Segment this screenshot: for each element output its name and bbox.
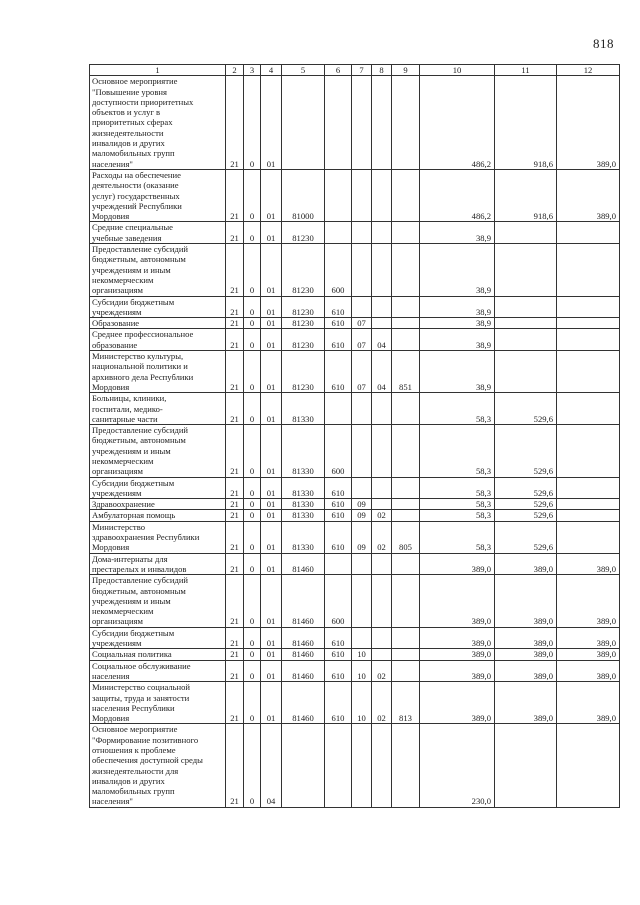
- code-col-7: [352, 296, 372, 318]
- amount-col-10: 38,9: [420, 329, 495, 351]
- table-header: [90, 65, 620, 76]
- amount-col-11: [495, 724, 557, 807]
- code-col-2: 21: [226, 425, 244, 477]
- amount-col-12: 389,0: [557, 76, 620, 170]
- table-row: [90, 425, 620, 477]
- code-col-9: [392, 318, 420, 329]
- amount-col-12: [557, 521, 620, 553]
- code-col-4: 04: [261, 724, 282, 807]
- table-row: [90, 660, 620, 682]
- code-col-6: [325, 393, 352, 425]
- code-col-7: 10: [352, 682, 372, 724]
- code-col-2: 21: [226, 318, 244, 329]
- amount-col-11: 529,6: [495, 510, 557, 521]
- code-col-9: 851: [392, 351, 420, 393]
- table-row: [90, 521, 620, 553]
- amount-col-10: 58,3: [420, 521, 495, 553]
- code-col-4: 01: [261, 553, 282, 575]
- code-col-8: [372, 393, 392, 425]
- code-col-8: [372, 575, 392, 627]
- code-col-9: [392, 627, 420, 649]
- code-col-3: 0: [244, 318, 261, 329]
- row-name: Амбулаторная помощь: [90, 510, 226, 521]
- code-col-7: [352, 477, 372, 499]
- amount-col-10: 389,0: [420, 575, 495, 627]
- amount-col-11: 389,0: [495, 553, 557, 575]
- table-row: [90, 296, 620, 318]
- code-col-5: 81460: [282, 627, 325, 649]
- code-col-9: [392, 393, 420, 425]
- amount-col-10: 486,2: [420, 169, 495, 221]
- code-col-9: [392, 660, 420, 682]
- code-col-7: [352, 169, 372, 221]
- amount-col-12: 389,0: [557, 660, 620, 682]
- header-col-8: 8: [372, 65, 392, 76]
- code-col-7: 09: [352, 521, 372, 553]
- code-col-8: [372, 425, 392, 477]
- code-col-8: 04: [372, 351, 392, 393]
- amount-col-12: 389,0: [557, 627, 620, 649]
- row-name: Основное мероприятие "Повышение уровня доступности приоритетных объектов и услуг в приоритетных сферах жизнедеятельности инвалидов и других маломобильных групп населения": [90, 76, 226, 170]
- code-col-7: [352, 393, 372, 425]
- code-col-9: [392, 76, 420, 170]
- row-name: Социальное обслуживание населения: [90, 660, 226, 682]
- code-col-5: [282, 76, 325, 170]
- code-col-8: [372, 296, 392, 318]
- code-col-2: 21: [226, 660, 244, 682]
- amount-col-10: 38,9: [420, 222, 495, 244]
- code-col-4: 01: [261, 351, 282, 393]
- code-col-4: 01: [261, 575, 282, 627]
- row-name: Дома-интернаты для престарелых и инвалидов: [90, 553, 226, 575]
- row-name: Министерство социальной защиты, труда и занятости населения Республики Мордовия: [90, 682, 226, 724]
- code-col-2: 21: [226, 477, 244, 499]
- amount-col-10: 38,9: [420, 244, 495, 296]
- amount-col-12: 389,0: [557, 553, 620, 575]
- row-name: Средние специальные учебные заведения: [90, 222, 226, 244]
- code-col-8: [372, 724, 392, 807]
- table-row: [90, 222, 620, 244]
- code-col-6: 610: [325, 682, 352, 724]
- code-col-8: 02: [372, 521, 392, 553]
- amount-col-12: [557, 296, 620, 318]
- code-col-5: 81330: [282, 499, 325, 510]
- code-col-7: 07: [352, 329, 372, 351]
- code-col-9: [392, 575, 420, 627]
- code-col-6: 610: [325, 499, 352, 510]
- code-col-3: 0: [244, 553, 261, 575]
- budget-table: [89, 64, 620, 808]
- code-col-5: 81330: [282, 393, 325, 425]
- code-col-9: [392, 244, 420, 296]
- code-col-5: [282, 724, 325, 807]
- code-col-9: [392, 169, 420, 221]
- code-col-5: 81230: [282, 318, 325, 329]
- code-col-8: 04: [372, 329, 392, 351]
- table-row: [90, 510, 620, 521]
- code-col-6: 610: [325, 477, 352, 499]
- code-col-6: 600: [325, 425, 352, 477]
- code-col-4: 01: [261, 296, 282, 318]
- code-col-3: 0: [244, 169, 261, 221]
- code-col-2: 21: [226, 627, 244, 649]
- code-col-8: [372, 627, 392, 649]
- table-row: [90, 169, 620, 221]
- amount-col-12: 389,0: [557, 649, 620, 660]
- code-col-4: 01: [261, 244, 282, 296]
- code-col-2: 21: [226, 296, 244, 318]
- code-col-4: 01: [261, 649, 282, 660]
- code-col-2: 21: [226, 521, 244, 553]
- code-col-7: 07: [352, 318, 372, 329]
- header-row: [90, 65, 620, 76]
- amount-col-12: [557, 425, 620, 477]
- code-col-4: 01: [261, 682, 282, 724]
- amount-col-11: 529,6: [495, 477, 557, 499]
- table-row: [90, 244, 620, 296]
- code-col-7: [352, 76, 372, 170]
- amount-col-11: 389,0: [495, 660, 557, 682]
- amount-col-11: 389,0: [495, 575, 557, 627]
- code-col-5: 81460: [282, 682, 325, 724]
- amount-col-12: [557, 329, 620, 351]
- code-col-3: 0: [244, 425, 261, 477]
- code-col-3: 0: [244, 76, 261, 170]
- code-col-2: 21: [226, 553, 244, 575]
- table-row: [90, 318, 620, 329]
- amount-col-10: 486,2: [420, 76, 495, 170]
- amount-col-10: 38,9: [420, 296, 495, 318]
- code-col-7: 10: [352, 649, 372, 660]
- code-col-4: 01: [261, 393, 282, 425]
- code-col-2: 21: [226, 499, 244, 510]
- code-col-4: 01: [261, 222, 282, 244]
- amount-col-11: 529,6: [495, 499, 557, 510]
- amount-col-10: 389,0: [420, 682, 495, 724]
- header-col-11: 11: [495, 65, 557, 76]
- code-col-2: 21: [226, 649, 244, 660]
- amount-col-12: [557, 510, 620, 521]
- header-col-4: 4: [261, 65, 282, 76]
- code-col-8: [372, 76, 392, 170]
- code-col-8: [372, 244, 392, 296]
- code-col-4: 01: [261, 627, 282, 649]
- code-col-3: 0: [244, 682, 261, 724]
- amount-col-12: [557, 318, 620, 329]
- code-col-3: 0: [244, 222, 261, 244]
- table-body: [90, 76, 620, 807]
- header-col-9: 9: [392, 65, 420, 76]
- code-col-6: [325, 553, 352, 575]
- row-name: Министерство культуры, национальной политики и архивного дела Республики Мордовия: [90, 351, 226, 393]
- code-col-6: 600: [325, 244, 352, 296]
- header-col-7: 7: [352, 65, 372, 76]
- code-col-5: 81330: [282, 510, 325, 521]
- amount-col-10: 58,3: [420, 425, 495, 477]
- code-col-3: 0: [244, 499, 261, 510]
- code-col-6: [325, 76, 352, 170]
- code-col-3: 0: [244, 575, 261, 627]
- amount-col-10: 58,3: [420, 510, 495, 521]
- code-col-2: 21: [226, 222, 244, 244]
- code-col-8: 02: [372, 510, 392, 521]
- amount-col-12: [557, 393, 620, 425]
- code-col-5: 81330: [282, 425, 325, 477]
- code-col-7: 09: [352, 510, 372, 521]
- code-col-7: [352, 553, 372, 575]
- code-col-5: 81230: [282, 329, 325, 351]
- row-name: Предоставление субсидий бюджетным, автономным учреждениям и иным некоммерческим организациям: [90, 425, 226, 477]
- code-col-7: 07: [352, 351, 372, 393]
- header-col-2: 2: [226, 65, 244, 76]
- code-col-5: 81330: [282, 521, 325, 553]
- code-col-5: 81460: [282, 649, 325, 660]
- code-col-9: [392, 425, 420, 477]
- amount-col-10: 38,9: [420, 351, 495, 393]
- code-col-2: 21: [226, 329, 244, 351]
- code-col-6: 610: [325, 351, 352, 393]
- amount-col-11: 918,6: [495, 76, 557, 170]
- code-col-5: 81230: [282, 222, 325, 244]
- code-col-4: 01: [261, 499, 282, 510]
- amount-col-11: 529,6: [495, 521, 557, 553]
- code-col-6: 610: [325, 510, 352, 521]
- table-row: [90, 575, 620, 627]
- row-name: Предоставление субсидий бюджетным, автономным учреждениям и иным некоммерческим организациям: [90, 244, 226, 296]
- code-col-3: 0: [244, 477, 261, 499]
- table-row: [90, 499, 620, 510]
- table-row: [90, 76, 620, 170]
- code-col-5: 81460: [282, 575, 325, 627]
- code-col-4: 01: [261, 477, 282, 499]
- amount-col-11: 389,0: [495, 682, 557, 724]
- code-col-3: 0: [244, 351, 261, 393]
- table-row: [90, 627, 620, 649]
- header-col-5: 5: [282, 65, 325, 76]
- header-col-10: 10: [420, 65, 495, 76]
- code-col-3: 0: [244, 244, 261, 296]
- row-name: Субсидии бюджетным учреждениям: [90, 477, 226, 499]
- code-col-2: 21: [226, 76, 244, 170]
- code-col-2: 21: [226, 724, 244, 807]
- code-col-8: 02: [372, 682, 392, 724]
- amount-col-12: 389,0: [557, 169, 620, 221]
- amount-col-11: [495, 318, 557, 329]
- code-col-9: [392, 724, 420, 807]
- code-col-3: 0: [244, 296, 261, 318]
- code-col-8: [372, 553, 392, 575]
- code-col-5: 81230: [282, 351, 325, 393]
- amount-col-12: 389,0: [557, 682, 620, 724]
- code-col-6: 610: [325, 318, 352, 329]
- code-col-5: 81330: [282, 477, 325, 499]
- amount-col-11: 529,6: [495, 393, 557, 425]
- code-col-8: [372, 222, 392, 244]
- code-col-2: 21: [226, 510, 244, 521]
- amount-col-10: 389,0: [420, 627, 495, 649]
- code-col-9: 805: [392, 521, 420, 553]
- code-col-2: 21: [226, 351, 244, 393]
- code-col-6: [325, 222, 352, 244]
- row-name: Основное мероприятие "Формирование позитивного отношения к проблеме обеспечения доступной среды жизнедеятельности для инвалидов и других маломобильных групп населения": [90, 724, 226, 807]
- header-col-6: 6: [325, 65, 352, 76]
- code-col-4: 01: [261, 169, 282, 221]
- code-col-3: 0: [244, 329, 261, 351]
- amount-col-11: [495, 244, 557, 296]
- table-row: [90, 724, 620, 807]
- code-col-9: [392, 649, 420, 660]
- row-name: Предоставление субсидий бюджетным, автономным учреждениям и иным некоммерческим организациям: [90, 575, 226, 627]
- header-col-12: 12: [557, 65, 620, 76]
- code-col-6: 610: [325, 296, 352, 318]
- amount-col-11: 918,6: [495, 169, 557, 221]
- amount-col-12: [557, 477, 620, 499]
- amount-col-10: 58,3: [420, 477, 495, 499]
- code-col-6: 610: [325, 329, 352, 351]
- amount-col-11: 389,0: [495, 649, 557, 660]
- code-col-8: [372, 318, 392, 329]
- code-col-5: 81460: [282, 660, 325, 682]
- code-col-6: 610: [325, 627, 352, 649]
- code-col-6: 610: [325, 649, 352, 660]
- code-col-2: 21: [226, 393, 244, 425]
- code-col-7: 09: [352, 499, 372, 510]
- code-col-6: 600: [325, 575, 352, 627]
- code-col-8: 02: [372, 660, 392, 682]
- amount-col-11: [495, 222, 557, 244]
- table-row: [90, 477, 620, 499]
- header-col-1: 1: [90, 65, 226, 76]
- code-col-7: [352, 244, 372, 296]
- code-col-3: 0: [244, 510, 261, 521]
- row-name: Субсидии бюджетным учреждениям: [90, 627, 226, 649]
- amount-col-12: [557, 222, 620, 244]
- code-col-7: 10: [352, 660, 372, 682]
- amount-col-10: 58,3: [420, 499, 495, 510]
- code-col-7: [352, 425, 372, 477]
- code-col-3: 0: [244, 660, 261, 682]
- code-col-4: 01: [261, 521, 282, 553]
- row-name: Образование: [90, 318, 226, 329]
- code-col-2: 21: [226, 244, 244, 296]
- header-col-3: 3: [244, 65, 261, 76]
- code-col-2: 21: [226, 682, 244, 724]
- code-col-5: 81000: [282, 169, 325, 221]
- code-col-6: [325, 724, 352, 807]
- code-col-3: 0: [244, 393, 261, 425]
- amount-col-10: 58,3: [420, 393, 495, 425]
- code-col-5: 81460: [282, 553, 325, 575]
- code-col-9: [392, 499, 420, 510]
- code-col-9: [392, 329, 420, 351]
- code-col-4: 01: [261, 76, 282, 170]
- row-name: Министерство здравоохранения Республики Мордовия: [90, 521, 226, 553]
- amount-col-10: 38,9: [420, 318, 495, 329]
- code-col-7: [352, 222, 372, 244]
- code-col-2: 21: [226, 575, 244, 627]
- code-col-6: 610: [325, 521, 352, 553]
- row-name: Расходы на обеспечение деятельности (оказание услуг) государственных учреждений Республики Мордовия: [90, 169, 226, 221]
- code-col-4: 01: [261, 329, 282, 351]
- code-col-9: [392, 553, 420, 575]
- table-row: [90, 393, 620, 425]
- code-col-7: [352, 627, 372, 649]
- code-col-2: 21: [226, 169, 244, 221]
- code-col-8: [372, 649, 392, 660]
- amount-col-12: [557, 244, 620, 296]
- code-col-4: 01: [261, 318, 282, 329]
- amount-col-12: [557, 499, 620, 510]
- code-col-4: 01: [261, 510, 282, 521]
- row-name: Среднее профессиональное образование: [90, 329, 226, 351]
- row-name: Субсидии бюджетным учреждениям: [90, 296, 226, 318]
- amount-col-10: 230,0: [420, 724, 495, 807]
- code-col-8: [372, 499, 392, 510]
- code-col-4: 01: [261, 660, 282, 682]
- code-col-6: 610: [325, 660, 352, 682]
- code-col-3: 0: [244, 627, 261, 649]
- row-name: Социальная политика: [90, 649, 226, 660]
- code-col-3: 0: [244, 649, 261, 660]
- row-name: Здравоохранение: [90, 499, 226, 510]
- amount-col-12: [557, 351, 620, 393]
- code-col-5: 81230: [282, 244, 325, 296]
- amount-col-10: 389,0: [420, 553, 495, 575]
- code-col-3: 0: [244, 724, 261, 807]
- code-col-9: 813: [392, 682, 420, 724]
- row-name: Больницы, клиники, госпитали, медико- санитарные части: [90, 393, 226, 425]
- code-col-8: [372, 169, 392, 221]
- code-col-7: [352, 724, 372, 807]
- code-col-8: [372, 477, 392, 499]
- table-row: [90, 553, 620, 575]
- table-row: [90, 649, 620, 660]
- code-col-3: 0: [244, 521, 261, 553]
- amount-col-11: [495, 329, 557, 351]
- code-col-5: 81230: [282, 296, 325, 318]
- code-col-9: [392, 222, 420, 244]
- amount-col-11: 529,6: [495, 425, 557, 477]
- amount-col-11: 389,0: [495, 627, 557, 649]
- amount-col-10: 389,0: [420, 660, 495, 682]
- amount-col-11: [495, 351, 557, 393]
- table-row: [90, 329, 620, 351]
- amount-col-12: [557, 724, 620, 807]
- amount-col-10: 389,0: [420, 649, 495, 660]
- amount-col-11: [495, 296, 557, 318]
- table-row: [90, 351, 620, 393]
- code-col-9: [392, 477, 420, 499]
- code-col-7: [352, 575, 372, 627]
- amount-col-12: 389,0: [557, 575, 620, 627]
- code-col-6: [325, 169, 352, 221]
- code-col-9: [392, 510, 420, 521]
- page-number: 818: [593, 36, 614, 51]
- table-row: [90, 682, 620, 724]
- code-col-9: [392, 296, 420, 318]
- code-col-4: 01: [261, 425, 282, 477]
